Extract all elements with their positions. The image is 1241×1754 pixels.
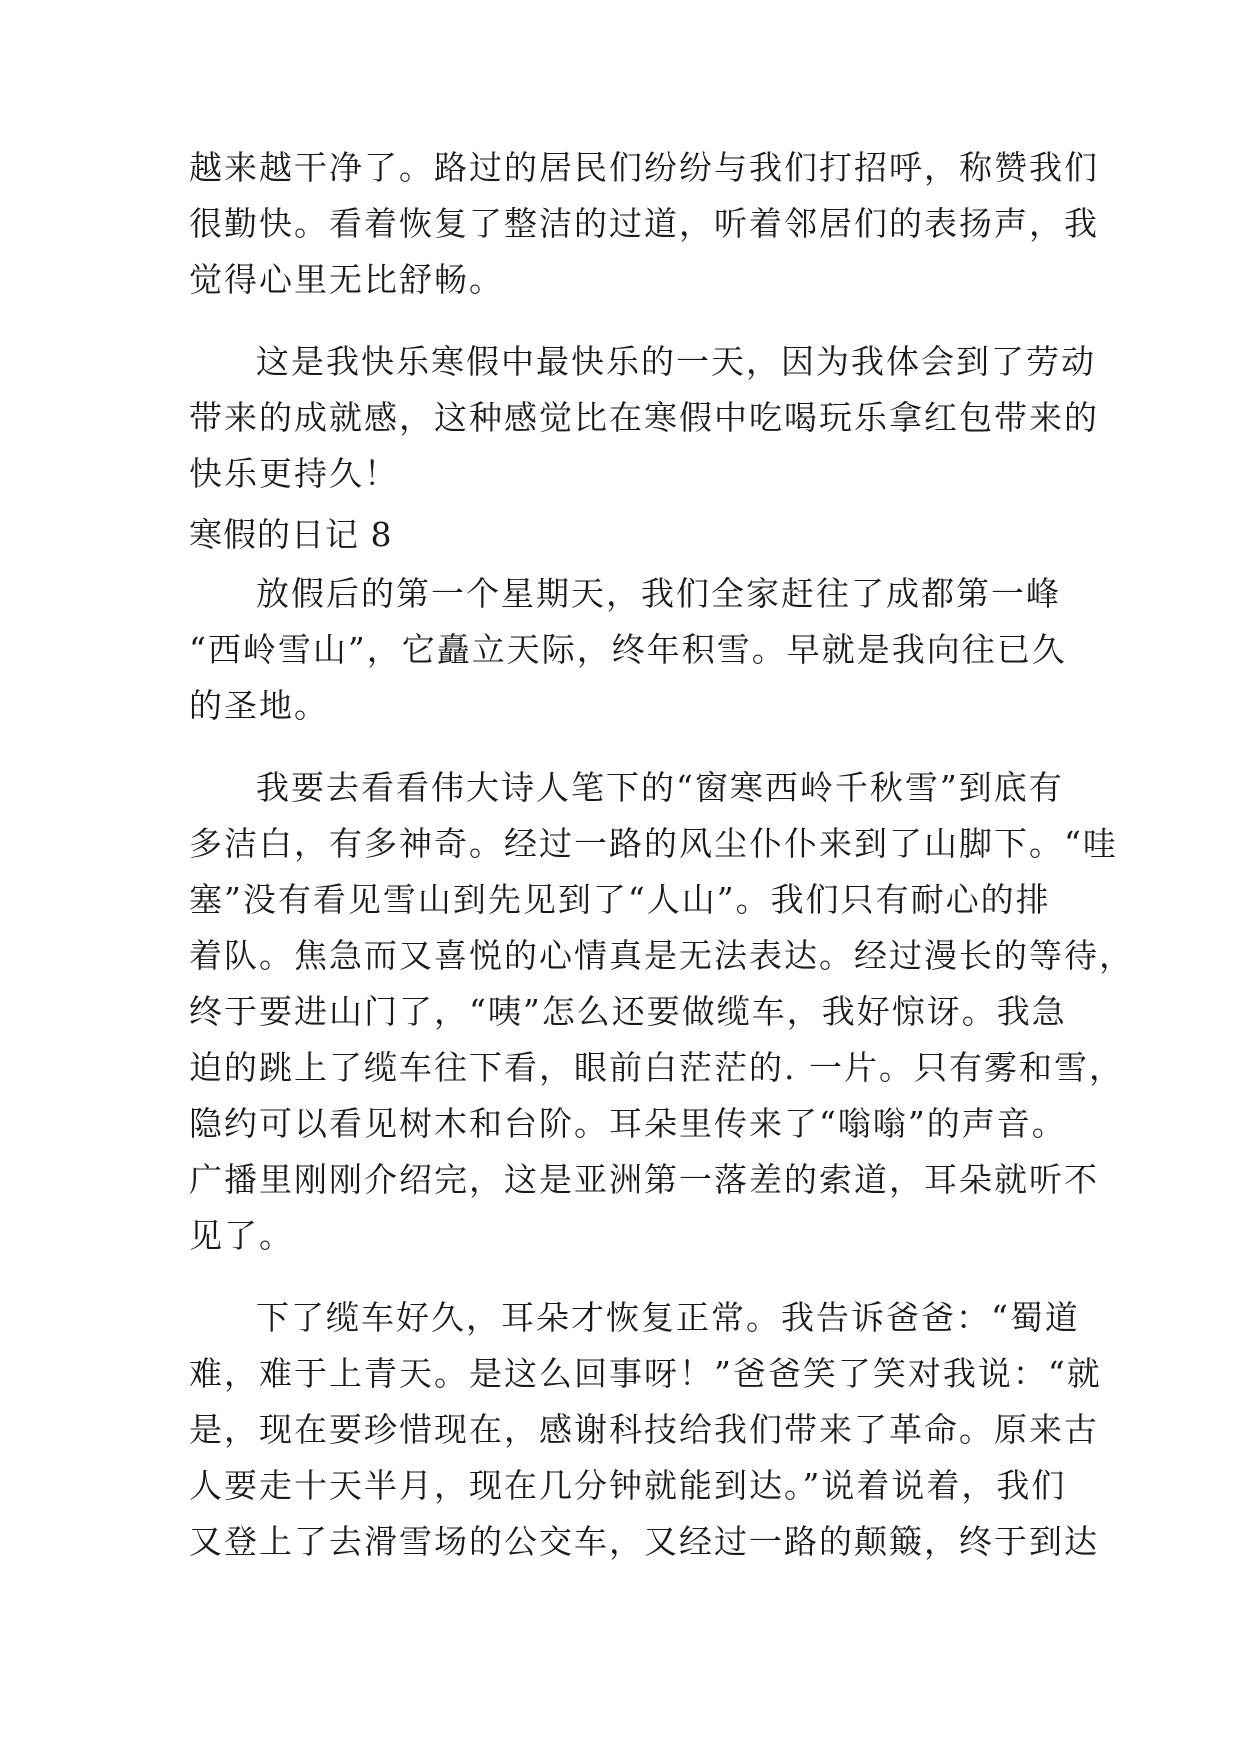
text-line: 觉得心里无比舒畅。 [189, 260, 504, 299]
text-line: 着队。焦急而又喜悦的心情真是无法表达。经过漫长的等待， [189, 936, 1134, 975]
text-line: 难，难于上青天。是这么回事呀！”爸爸笑了笑对我说：“就 [189, 1354, 1102, 1393]
text-line: 见了。 [189, 1216, 294, 1255]
text-line: 多洁白，有多神奇。经过一路的风尘仆仆来到了山脚下。“哇 [189, 824, 1118, 863]
text-line: 的圣地。 [189, 686, 329, 725]
text-line: 隐约可以看见树木和台阶。耳朵里传来了“嗡嗡”的声音。 [189, 1104, 1067, 1143]
text-line: 是，现在要珍惜现在，感谢科技给我们带来了革命。原来古 [189, 1410, 1099, 1449]
text-line: 塞”没有看见雪山到先见到了“人山”。我们只有耐心的排 [189, 880, 1051, 919]
text-line: “西岭雪山”，它矗立天际，终年积雪。早就是我向往已久 [189, 630, 1067, 669]
text-line: 放假后的第一个星期天，我们全家赶往了成都第一峰 [256, 574, 1061, 613]
text-line: 人要走十天半月，现在几分钟就能到达。”说着说着，我们 [189, 1466, 1067, 1505]
section-heading: 寒假的日记 8 [189, 515, 393, 554]
text-line: 又登上了去滑雪场的公交车，又经过一路的颠簸，终于到达 [189, 1522, 1099, 1561]
text-line: 下了缆车好久，耳朵才恢复正常。我告诉爸爸：“蜀道 [256, 1298, 1080, 1337]
text-line: 广播里刚刚介绍完，这是亚洲第一落差的索道，耳朵就听不 [189, 1160, 1099, 1199]
text-line: 越来越干净了。路过的居民们纷纷与我们打招呼，称赞我们 [189, 148, 1099, 187]
text-line: 我要去看看伟大诗人笔下的“窗寒西岭千秋雪”到底有 [256, 768, 1064, 807]
text-line: 快乐更持久！ [189, 454, 399, 493]
text-line: 终于要进山门了，“咦”怎么还要做缆车，我好惊讶。我急 [189, 992, 1067, 1031]
text-line: 迫的跳上了缆车往下看，眼前白茫茫的. 一片。只有雾和雪， [189, 1048, 1124, 1087]
text-line: 很勤快。看着恢复了整洁的过道，听着邻居们的表扬声，我 [189, 204, 1099, 243]
text-line: 这是我快乐寒假中最快乐的一天，因为我体会到了劳动 [256, 342, 1096, 381]
text-line: 带来的成就感，这种感觉比在寒假中吃喝玩乐拿红包带来的 [189, 398, 1099, 437]
